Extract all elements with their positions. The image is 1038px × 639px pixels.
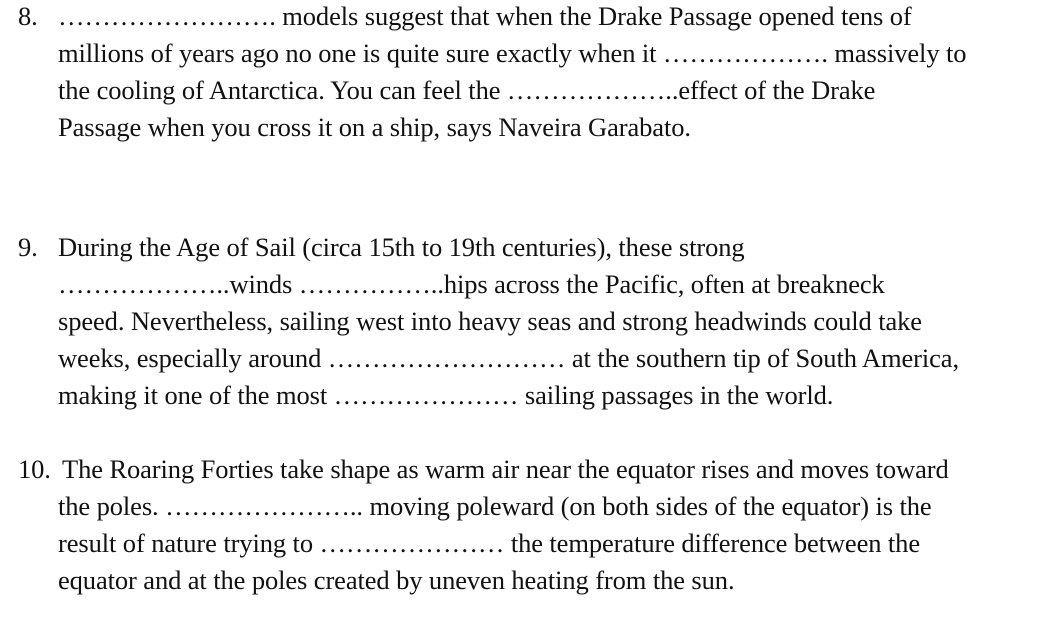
- question-9-line-1: During the Age of Sail (circa 15th to 19th centuries), these strong: [58, 232, 745, 262]
- question-9-line-5: making it one of the most ………………… sailing passages in the world.: [58, 380, 834, 410]
- question-9-line-4: weeks, especially around ……………………… at the southern tip of South America,: [58, 343, 959, 373]
- question-10-line-4: equator and at the poles created by uneven heating from the sun.: [58, 565, 735, 595]
- question-9-line-3: speed. Nevertheless, sailing west into heavy seas and strong headwinds could take: [58, 306, 922, 336]
- question-8-line-3: the cooling of Antarctica. You can feel the ………………..effect of the Drake: [58, 75, 876, 105]
- question-10-line-2: the poles. ………………….. moving poleward (on both sides of the equator) is the: [58, 491, 932, 521]
- question-8-line-4: Passage when you cross it on a ship, says Naveira Garabato.: [58, 112, 691, 142]
- question-9-line-2: ………………..winds ……………..hips across the Pacific, often at breakneck: [58, 269, 885, 299]
- question-8-line-1: ……………………. models suggest that when the Drake Passage opened tens of: [58, 1, 912, 31]
- question-number-9: 9.: [18, 232, 38, 262]
- question-number-8: 8.: [18, 1, 38, 31]
- question-10-line-1: The Roaring Forties take shape as warm air near the equator rises and moves toward: [62, 454, 949, 484]
- question-number-10: 10.: [18, 454, 51, 484]
- question-10-line-3: result of nature trying to ………………… the temperature difference between the: [58, 528, 920, 558]
- question-8-line-2: millions of years ago no one is quite sure exactly when it ………………. massively to: [58, 38, 967, 68]
